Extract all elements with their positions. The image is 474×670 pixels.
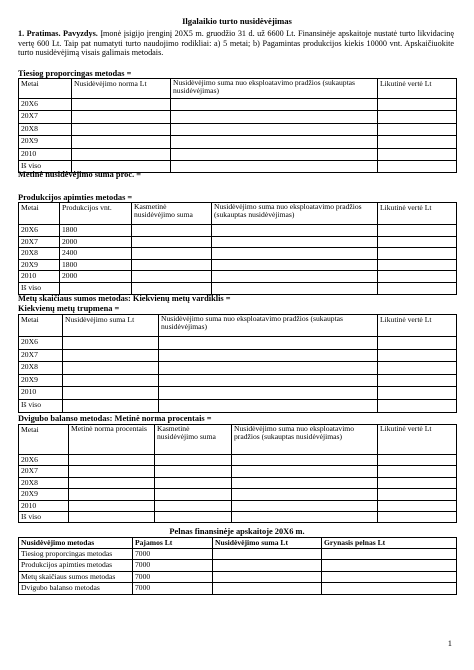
- header-cell: Metinė norma procentais: [69, 425, 155, 455]
- table-row: [19, 489, 457, 500]
- profit-table: [18, 537, 457, 595]
- year-cell: 20X6: [19, 99, 72, 111]
- table-row: [19, 362, 457, 375]
- income-cell: 7000: [133, 583, 213, 594]
- header-cell: Nusidėvėjimo norma Lt: [72, 79, 171, 99]
- header-cell: Nusidėvėjimo metodas: [19, 538, 133, 549]
- header-cell: Metai: [19, 425, 69, 455]
- header-cell: Produkcijos vnt.: [60, 203, 132, 225]
- year-cell: 20X8: [19, 123, 72, 135]
- year-cell: Iš viso: [19, 399, 63, 412]
- header-cell: Likutinė vertė Lt: [378, 79, 457, 99]
- table-header-row: [19, 203, 457, 225]
- table-row: [19, 466, 457, 477]
- table-row: [19, 99, 457, 111]
- table-row: [19, 259, 457, 271]
- year-cell: 20X7: [19, 111, 72, 123]
- table-row: [19, 136, 457, 148]
- header-cell: Likutinė vertė Lt: [378, 315, 457, 337]
- table-row: [19, 477, 457, 488]
- section4-heading: Dvigubo balanso metodas: Metinė norma procentais =: [18, 414, 212, 423]
- year-cell: 20X9: [19, 259, 60, 271]
- table-header-row: [19, 79, 457, 99]
- table-row: [19, 225, 457, 237]
- header-cell: Nusidėvėjimo suma nuo eksploatavimo pradžios (sukauptas nusidėvėjimas): [159, 315, 378, 337]
- method-cell: Produkcijos apimties metodas: [19, 560, 133, 571]
- income-cell: 7000: [133, 549, 213, 560]
- units-cell: 2400: [60, 248, 132, 260]
- method-cell: Tiesiog proporcingas metodas: [19, 549, 133, 560]
- year-cell: 20X6: [19, 225, 60, 237]
- section3-heading: Metų skaičiaus sumos metodas: Kiekvienų metų vardiklis =: [18, 294, 231, 303]
- year-cell: 2010: [19, 271, 60, 283]
- table-row: [19, 248, 457, 260]
- year-cell: 20X6: [19, 337, 63, 350]
- units-of-production-table: [18, 202, 457, 295]
- header-cell: Nusidėvėjimo suma nuo eksploatavimo pradžios (sukauptas nusidėvėjimas): [212, 203, 378, 225]
- table-row: [19, 282, 457, 294]
- section1-heading: Tiesiog proporcingas metodas =: [18, 69, 132, 78]
- table-header-row: [19, 538, 457, 549]
- units-cell: 1800: [60, 225, 132, 237]
- table-row: [19, 123, 457, 135]
- exercise-intro: [18, 29, 454, 58]
- year-cell: 20X9: [19, 489, 69, 500]
- year-cell: 20X8: [19, 248, 60, 260]
- page-title: Ilgalaikio turto nusidėvėjimas: [182, 16, 292, 26]
- year-cell: 20X8: [19, 362, 63, 375]
- header-cell: Nusidėvėjimo suma Lt: [63, 315, 159, 337]
- year-cell: 20X8: [19, 477, 69, 488]
- table-row: [19, 271, 457, 283]
- year-cell: Iš viso: [19, 160, 72, 172]
- units-cell: 1800: [60, 259, 132, 271]
- straight-line-table: [18, 78, 457, 173]
- exercise-label: 1. Pratimas. Pavyzdys.: [18, 29, 98, 38]
- table-row: [19, 148, 457, 160]
- year-cell: Iš viso: [19, 282, 60, 294]
- units-cell: 2000: [60, 271, 132, 283]
- year-cell: 20X7: [19, 349, 63, 362]
- page-number: 1: [447, 638, 452, 648]
- table-row: [19, 455, 457, 466]
- year-cell: 20X9: [19, 136, 72, 148]
- sum-of-years-table: [18, 314, 457, 413]
- section3-subheading: Kiekvienų metų trupmena =: [18, 304, 120, 313]
- header-cell: Nusidėvėjimo suma nuo eksploatavimo pradžios (sukauptas nusidėvėjimas): [171, 79, 378, 99]
- table-header-row: [19, 315, 457, 337]
- table-row: [19, 500, 457, 511]
- year-cell: 2010: [19, 387, 63, 400]
- table-row: [19, 560, 457, 571]
- annual-rate-label: Metinė nusidėvėjimo suma proc. =: [18, 170, 142, 179]
- year-cell: 2010: [19, 148, 72, 160]
- double-declining-table: [18, 424, 457, 523]
- header-cell: Grynasis pelnas Lt: [322, 538, 457, 549]
- header-cell: Pajamos Lt: [133, 538, 213, 549]
- year-cell: 20X7: [19, 466, 69, 477]
- year-cell: 20X6: [19, 455, 69, 466]
- income-cell: 7000: [133, 560, 213, 571]
- year-cell: 20X7: [19, 236, 60, 248]
- year-cell: 2010: [19, 500, 69, 511]
- header-cell: Metai: [19, 203, 60, 225]
- table-row: [19, 511, 457, 522]
- table-row: [19, 111, 457, 123]
- table-row: [19, 549, 457, 560]
- header-cell: Kasmetinė nusidėvėjimo suma: [155, 425, 232, 455]
- section2-heading: Produkcijos apimties metodas =: [18, 193, 133, 202]
- header-cell: Nusidėvėjimo suma nuo eksploatavimo pradžios (sukauptas nusidėvėjimas): [232, 425, 378, 455]
- table-row: [19, 374, 457, 387]
- table-row: [19, 236, 457, 248]
- header-cell: Kasmetinė nusidėvėjimo suma: [132, 203, 212, 225]
- table-row: [19, 583, 457, 594]
- exercise-text: Įmonė įsigijo įrenginį 20X5 m. gruodžio 31 d. už 6600 Lt. Finansinėje apskaitoje nustatė turto likvidacinę vertę 600 Lt. Taip pat numatyti turto naudojimo rodikliai: a) 5 metai; b) Pagamintas produkcijos kiekis 10000 vnt. Apskaičiuokite turto nusidėvėjimą visais galimais metodais.: [18, 29, 455, 58]
- header-cell: Metai: [19, 79, 72, 99]
- header-cell: Metai: [19, 315, 63, 337]
- table-row: [19, 571, 457, 582]
- header-cell: Nusidėvėjimo suma Lt: [213, 538, 322, 549]
- year-cell: 20X9: [19, 374, 63, 387]
- table-header-row: [19, 425, 457, 455]
- units-cell: [60, 282, 132, 294]
- year-cell: Iš viso: [19, 511, 69, 522]
- header-cell: Likutinė vertė Lt: [378, 425, 457, 455]
- table-row: [19, 349, 457, 362]
- income-cell: 7000: [133, 571, 213, 582]
- section5-heading: Pelnas finansinėje apskaitoje 20X6 m.: [169, 527, 305, 536]
- table-row: [19, 337, 457, 350]
- units-cell: 2000: [60, 236, 132, 248]
- method-cell: Metų skaičiaus sumos metodas: [19, 571, 133, 582]
- method-cell: Dvigubo balanso metodas: [19, 583, 133, 594]
- header-cell: Likutinė vertė Lt: [378, 203, 457, 225]
- table-row: [19, 387, 457, 400]
- table-row: [19, 399, 457, 412]
